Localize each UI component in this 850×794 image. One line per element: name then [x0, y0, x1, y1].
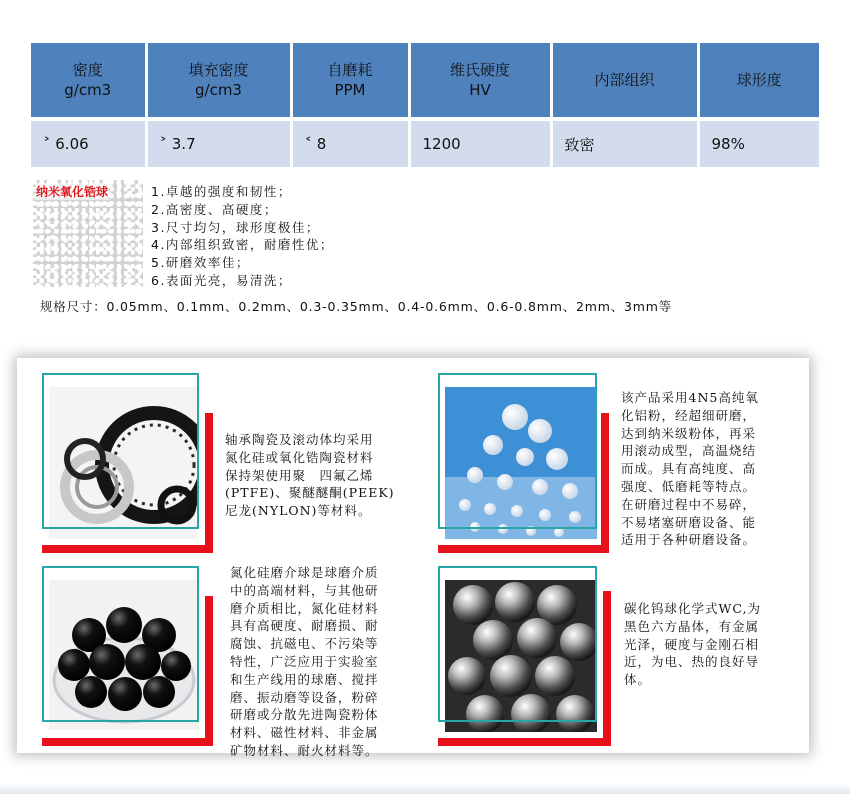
text-line: 中的高端材料，与其他研	[230, 582, 379, 598]
teal-frame	[438, 566, 597, 722]
feature-item: 2.高密度、高硬度；	[151, 201, 278, 217]
card-tungsten-carbide	[438, 566, 798, 751]
text-line: 光泽，硬度与金刚石相	[624, 636, 760, 652]
applications-panel	[17, 358, 809, 758]
alumina-description	[621, 389, 796, 549]
table-header-row	[31, 43, 819, 119]
text-line: 尼龙(NYLON)等材料。	[225, 503, 372, 519]
feature-item: 4.内部组织致密，耐磨性优；	[151, 237, 334, 253]
text-line: 用滚动成型，高温烧结	[621, 443, 757, 459]
text-line: 矿物材料、耐火材料等。	[230, 742, 379, 758]
table-row	[31, 119, 819, 167]
teal-frame	[42, 566, 199, 722]
card-silicon-nitride	[42, 565, 402, 758]
text-line: 近，为电、热的良好导	[624, 654, 760, 670]
red-accent-vertical	[601, 413, 609, 553]
text-line: 在研磨过程中不易碎，	[621, 496, 757, 512]
header-density: 密度 g/cm3	[31, 43, 146, 119]
header-packing-density: 填充密度 g/cm3	[146, 43, 291, 119]
text-line: 不易堵塞研磨设备、能	[621, 514, 757, 530]
header-self-wear: 自磨耗 PPM	[291, 43, 409, 119]
red-accent-vertical	[205, 596, 213, 746]
red-accent-vertical	[205, 413, 213, 553]
bottom-stripe	[0, 784, 850, 794]
text-line: 腐蚀、抗磁电、不污染等	[230, 636, 379, 652]
header-internal-structure: 内部组织	[551, 43, 698, 119]
text-line: 体。	[624, 672, 652, 688]
text-line: 特性，广泛应用于实验室	[230, 653, 379, 669]
cell-self-wear: ˂ 8	[291, 119, 409, 167]
text-line: 保持架使用聚 四氟乙烯	[225, 467, 374, 483]
text-line: 碳化钨球化学式WC,为	[624, 601, 761, 616]
bearing-description	[225, 431, 405, 520]
text-line: 达到纳米级粉体，再采	[621, 425, 757, 441]
feature-item: 6.表面光亮，易清洗；	[151, 272, 292, 288]
card-bearing	[42, 373, 402, 553]
text-line: 磨介质相比，氮化硅材料	[230, 600, 379, 616]
text-line: 化铝粉，经超细研磨，	[621, 407, 757, 423]
cell-density: ˃ 6.06	[31, 119, 146, 167]
text-line: 氮化硅或氧化锆陶瓷材料	[225, 449, 374, 465]
text-line: 该产品采用4N5高纯氧	[621, 390, 759, 405]
red-accent-horizontal	[438, 738, 611, 746]
red-accent-horizontal	[42, 545, 213, 553]
header-vickers-hardness: 维氏硬度 HV	[409, 43, 551, 119]
teal-frame	[438, 373, 597, 529]
text-line: 磨、振动磨等设备，粉碎	[230, 689, 379, 705]
red-accent-vertical	[603, 591, 611, 746]
text-line: (PTFE)、聚醚醚酮(PEEK)	[225, 485, 395, 501]
red-accent-horizontal	[438, 545, 609, 553]
cell-packing-density: ˃ 3.7	[146, 119, 291, 167]
text-line: 而成。具有高纯度、高	[621, 461, 757, 477]
product-label: 纳米氧化锆球	[36, 185, 109, 199]
cell-internal-structure: 致密	[551, 119, 698, 167]
header-sphericity: 球形度	[698, 43, 819, 119]
feature-list	[151, 183, 334, 290]
cell-sphericity: 98%	[698, 119, 819, 167]
text-line: 材料、磁性材料、非金属	[230, 725, 379, 741]
text-line: 强度、低磨耗等特点。	[621, 478, 757, 494]
silicon-nitride-description	[230, 564, 410, 760]
spec-table	[31, 43, 819, 167]
spec-sizes: 规格尺寸：0.05mm、0.1mm、0.2mm、0.3-0.35mm、0.4-0.6mm、0.6-0.8mm、2mm、3mm等	[40, 299, 672, 314]
cell-vickers-hardness: 1200	[409, 119, 551, 167]
feature-item: 3.尺寸均匀，球形度极佳；	[151, 219, 320, 235]
text-line: 黑色六方晶体，有金属	[624, 618, 760, 634]
text-line: 轴承陶瓷及滚动体均采用	[225, 432, 374, 447]
teal-frame	[42, 373, 199, 529]
text-line: 具有高硬度、耐磨损、耐	[230, 618, 379, 634]
feature-item: 5.研磨效率佳；	[151, 255, 250, 271]
tungsten-carbide-description	[624, 600, 799, 689]
text-line: 适用于各种研磨设备。	[621, 532, 757, 548]
red-accent-horizontal	[42, 738, 213, 746]
feature-item: 1.卓越的强度和韧性；	[151, 184, 292, 199]
text-line: 和生产线用的球磨、搅拌	[230, 671, 379, 687]
text-line: 氮化硅磨介球是球磨介质	[230, 565, 379, 580]
text-line: 研磨或分散先进陶瓷粉体	[230, 707, 379, 723]
card-alumina	[438, 373, 798, 553]
